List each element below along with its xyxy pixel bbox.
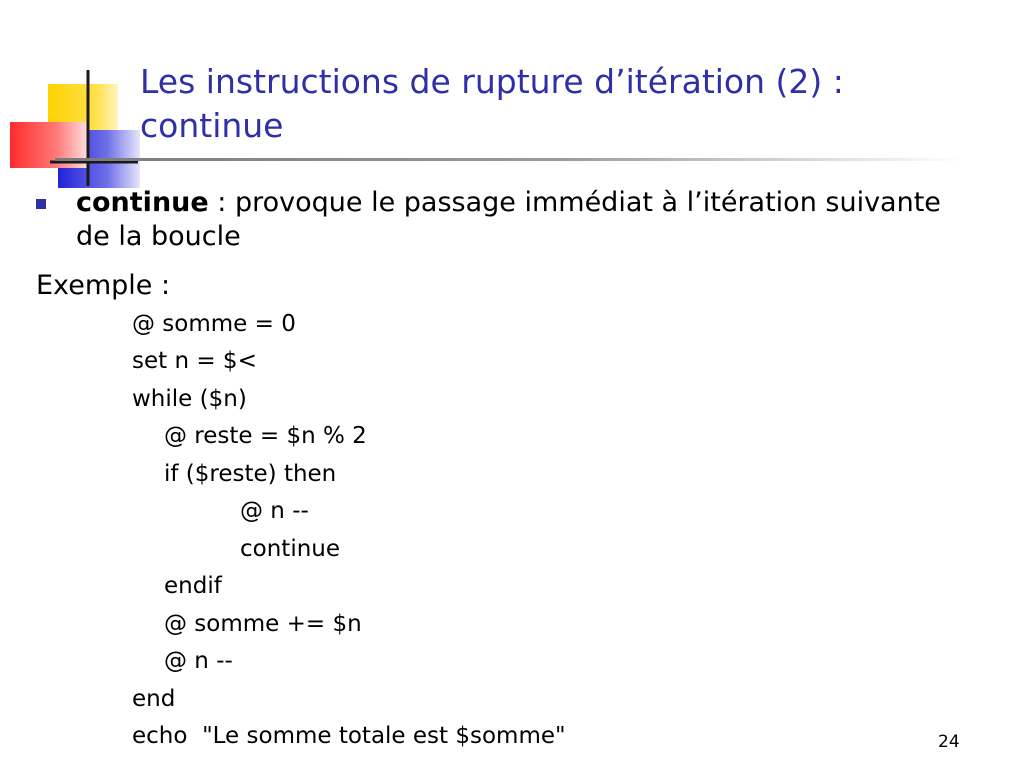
code-line: @ somme = 0: [132, 311, 296, 337]
code-line: @ reste = $n % 2: [164, 423, 367, 449]
code-line: endif: [164, 573, 222, 599]
title-divider: [55, 158, 965, 161]
code-line: set n = $<: [132, 348, 257, 374]
code-line: @ n --: [164, 648, 233, 674]
title-line-2: continue: [140, 106, 284, 145]
bullet-text: [76, 186, 956, 254]
title-line-1: Les instructions de rupture d’itération (2) :: [140, 62, 844, 101]
slide-title: [140, 60, 1000, 148]
bullet-keyword: continue: [76, 187, 209, 218]
bullet-description: : provoque le passage immédiat à l’itération suivante de la boucle: [76, 187, 941, 252]
code-line: if ($reste) then: [164, 461, 337, 487]
example-label: Exemple :: [36, 270, 171, 301]
code-line: @ somme += $n: [164, 611, 362, 637]
code-line: end: [132, 686, 176, 712]
decorative-logo-icon: [10, 68, 140, 193]
code-line: while ($n): [132, 386, 247, 412]
code-line: continue: [240, 536, 341, 562]
code-line: echo "Le somme totale est $somme": [132, 723, 566, 749]
page-number: 24: [938, 732, 960, 752]
square-bullet-icon: [36, 199, 46, 209]
code-line: @ n --: [240, 498, 309, 524]
